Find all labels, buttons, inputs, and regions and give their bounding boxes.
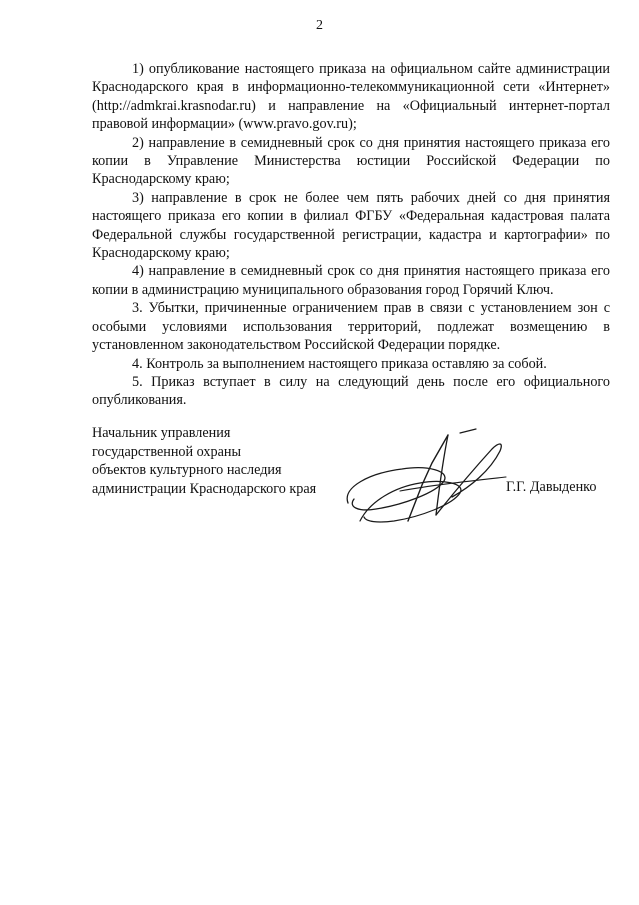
signatory-title-line: государственной охраны xyxy=(92,443,242,460)
paragraph-item-1-publication: 1) опубликование настоящего приказа на официальном сайте администрации Краснодарского края в информационно-телекоммуникационной сети «Интернет» (http://admkrai.krasnodar.ru) и направление на «Официальный интернет-портал правовой информации» (www.pravo.gov.ru); xyxy=(92,61,610,133)
signatory-title-line: объектов культурного наследия xyxy=(92,462,282,479)
paragraph-losses-compensation: 3. Убытки, причиненные ограничением прав в связи с установлением зон с особыми условиями использования территорий, подлежат возмещению в установленном законодательством Российской Федерации порядке. xyxy=(92,300,610,354)
document-body xyxy=(92,60,610,410)
signatory-name: Г.Г. Давыденко xyxy=(506,479,597,495)
signatory-title xyxy=(92,424,316,498)
paragraph-item-2-ministry-justice: 2) направление в семидневный срок со дня принятия настоящего приказа его копии в Управление Министерства юстиции Российской Федерации по Краснодарскому краю; xyxy=(92,134,610,188)
page-number: 2 xyxy=(316,18,323,33)
paragraph-item-3-cadastral-chamber: 3) направление в срок не более чем пять рабочих дней со дня принятия настоящего приказа его копии в филиал ФГБУ «Федеральная кадастровая палата Федеральной службы государственной регистрации, кадастра и картографии» по Краснодарскому краю; xyxy=(92,189,610,262)
signatory-title-line: администрации Краснодарского края xyxy=(92,480,317,497)
signatory-title-line: Начальник управления xyxy=(92,425,231,441)
handwritten-signature xyxy=(340,425,510,530)
paragraph-entry-into-force: 5. Приказ вступает в силу на следующий день после его официального опубликования. xyxy=(92,373,610,409)
paragraph-item-4-municipality: 4) направление в семидневный срок со дня принятия настоящего приказа его копии в администрацию муниципального образования город Горячий Ключ. xyxy=(92,263,610,298)
paragraph-control: 4. Контроль за выполнением настоящего приказа оставляю за собой. xyxy=(132,355,547,372)
